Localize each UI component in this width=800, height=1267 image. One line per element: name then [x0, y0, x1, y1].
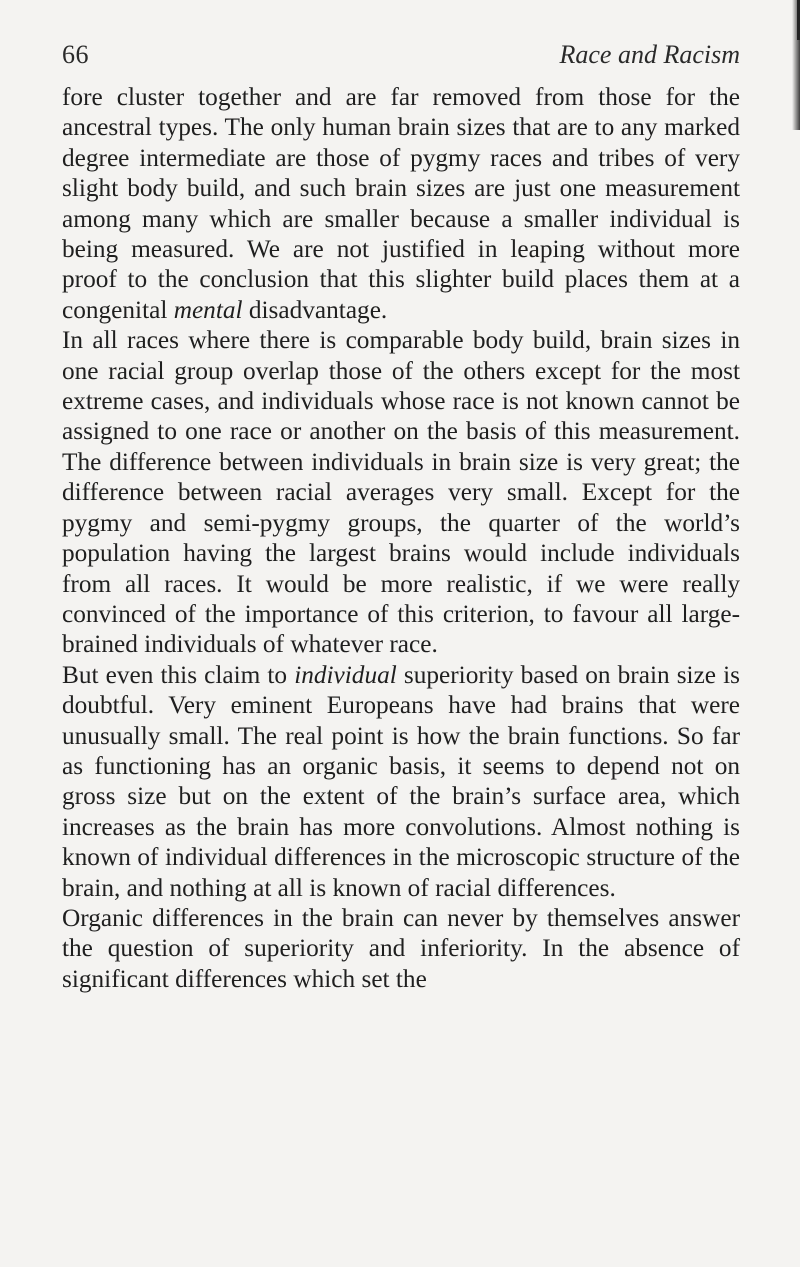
- running-head: Race and Racism: [559, 40, 740, 69]
- paragraph-text: In all races where there is comparable body build, brain sizes in one racial group overlap those of the others except for the most extreme cases, and individuals whose race is not known cannot be assigned to one race or another on the basis of this measurement. The difference between individuals in brain size is very great; the difference between racial averages very small. Except for the pygmy and semi-pygmy groups, the quarter of the world’s population having the largest brains would include individuals from all races. It would be more realistic, if we were really convinced of the importance of this criterion, to favour all large-brained individuals of whatever race.: [62, 326, 740, 659]
- paragraph-text: disadvantage.: [242, 295, 388, 324]
- body-text: [62, 82, 740, 994]
- paragraph-text: fore cluster together and are far removed from those for the ancestral types. The only human brain sizes that are to any marked degree intermediate are those of pygmy races and tribes of very slight body build, and such brain sizes are just one measurement among many which are smaller because a smaller individual is being measured. We are not justified in leaping without more proof to the conclusion that this slighter build places them at a congenital: [62, 83, 740, 324]
- paragraph: [62, 660, 740, 903]
- paragraph-emphasis: mental: [173, 295, 243, 324]
- paragraph: [62, 903, 740, 994]
- paragraph-emphasis: individual: [294, 660, 397, 689]
- paragraph-text: Organic differences in the brain can never by themselves answer the question of superiority and inferiority. In the absence of significant differences which set the: [62, 903, 740, 993]
- paragraph-text: superiority based on brain size is doubtful. Very eminent Europeans have had brains that were unusually small. The real point is how the brain functions. So far as functioning has an organic basis, it seems to depend not on gross size but on the extent of the brain’s surface area, which increases as the brain has more convolutions. Almost nothing is known of individual differences in the microscopic structure of the brain, and nothing at all is known of racial differences.: [62, 660, 741, 902]
- paragraph: [62, 325, 740, 659]
- page-number: 66: [62, 40, 89, 69]
- page-header: [62, 40, 740, 80]
- paragraph: [62, 82, 740, 325]
- paragraph-text: But even this claim to: [62, 660, 295, 689]
